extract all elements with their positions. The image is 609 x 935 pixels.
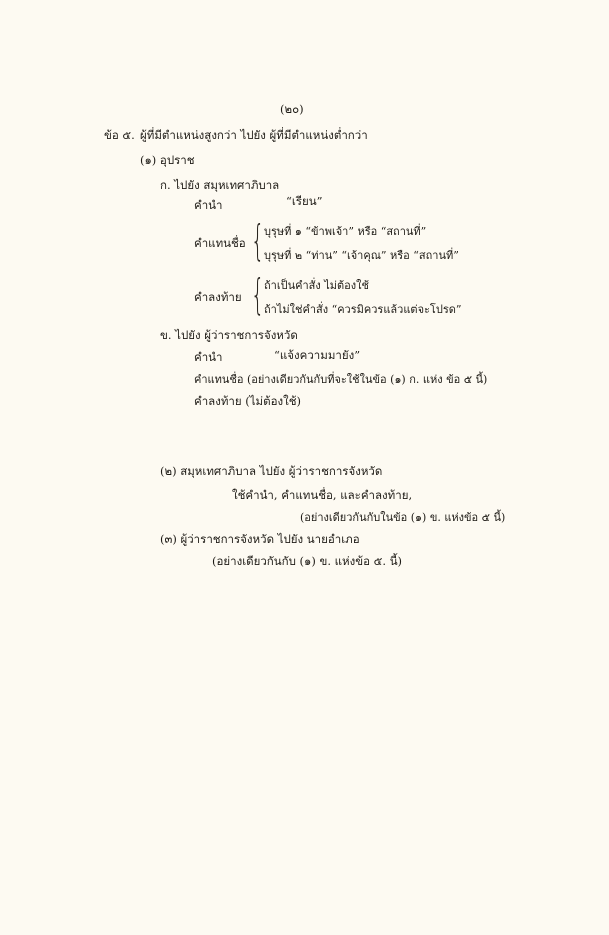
section-2-line-2: ใช้คำนำ, คำแทนชื่อ, และคำลงท้าย, [232, 488, 413, 502]
pronoun-brace: { [251, 216, 265, 265]
section-3-heading: (๓) ผู้ว่าราชการจังหวัด ไปยัง นายอำเภอ [160, 532, 360, 546]
section-1a-closing-label: คำลงท้าย [194, 290, 242, 304]
section-2-heading: (๒) สมุหเทศาภิบาล ไปยัง ผู้ว่าราชการจังหวัด [160, 464, 383, 478]
section-1a-pronoun-label: คำแทนชื่อ [194, 236, 246, 250]
closing-brace: { [251, 270, 265, 319]
section-1b-intro-value: “แจ้งความมายัง” [274, 348, 361, 362]
section-1a-closing-line-2: ถ้าไม่ใช่คำสั่ง “ควรมิควรแล้วแต่จะโปรด” [264, 303, 462, 316]
section-1a-intro-label: คำนำ [194, 198, 223, 212]
section-1-heading: (๑) อุปราช [140, 153, 195, 167]
section-1a-heading: ก. ไปยัง สมุหเทศาภิบาล [160, 178, 280, 192]
clause-label: ข้อ ๕. [104, 128, 135, 142]
section-1b-intro-label: คำนำ [194, 350, 223, 364]
section-3-line-2: (อย่างเดียวกันกับ (๑) ข. แห่งข้อ ๕. นี้) [212, 554, 403, 568]
section-1b-pronoun-line: คำแทนชื่อ (อย่างเดียวกันกับที่จะใช้ในข้อ (๑) ก. แห่ง ข้อ ๕ นี้) [194, 373, 488, 386]
section-1a-pronoun-line-1: บุรุษที่ ๑ “ข้าพเจ้า” หรือ “สถานที่” [264, 225, 427, 238]
section-1a-intro-value: “เรียน” [286, 194, 323, 208]
section-1b-closing-line: คำลงท้าย (ไม่ต้องใช้) [194, 394, 301, 408]
clause-title: ผู้ที่มีตำแหน่งสูงกว่า ไปยัง ผู้ที่มีตำแหน่งต่ำกว่า [140, 128, 368, 142]
section-2-line-3: (อย่างเดียวกันกับในข้อ (๑) ข. แห่งข้อ ๕ นี้) [300, 511, 506, 524]
section-1a-pronoun-line-2: บุรุษที่ ๒ “ท่าน” “เจ้าคุณ” หรือ “สถานที่” [264, 249, 459, 262]
section-1a-closing-line-1: ถ้าเป็นคำสั่ง ไม่ต้องใช้ [264, 279, 369, 292]
section-1b-heading: ข. ไปยัง ผู้ว่าราชการจังหวัด [160, 328, 298, 342]
page-number: (๒๐) [280, 102, 304, 116]
